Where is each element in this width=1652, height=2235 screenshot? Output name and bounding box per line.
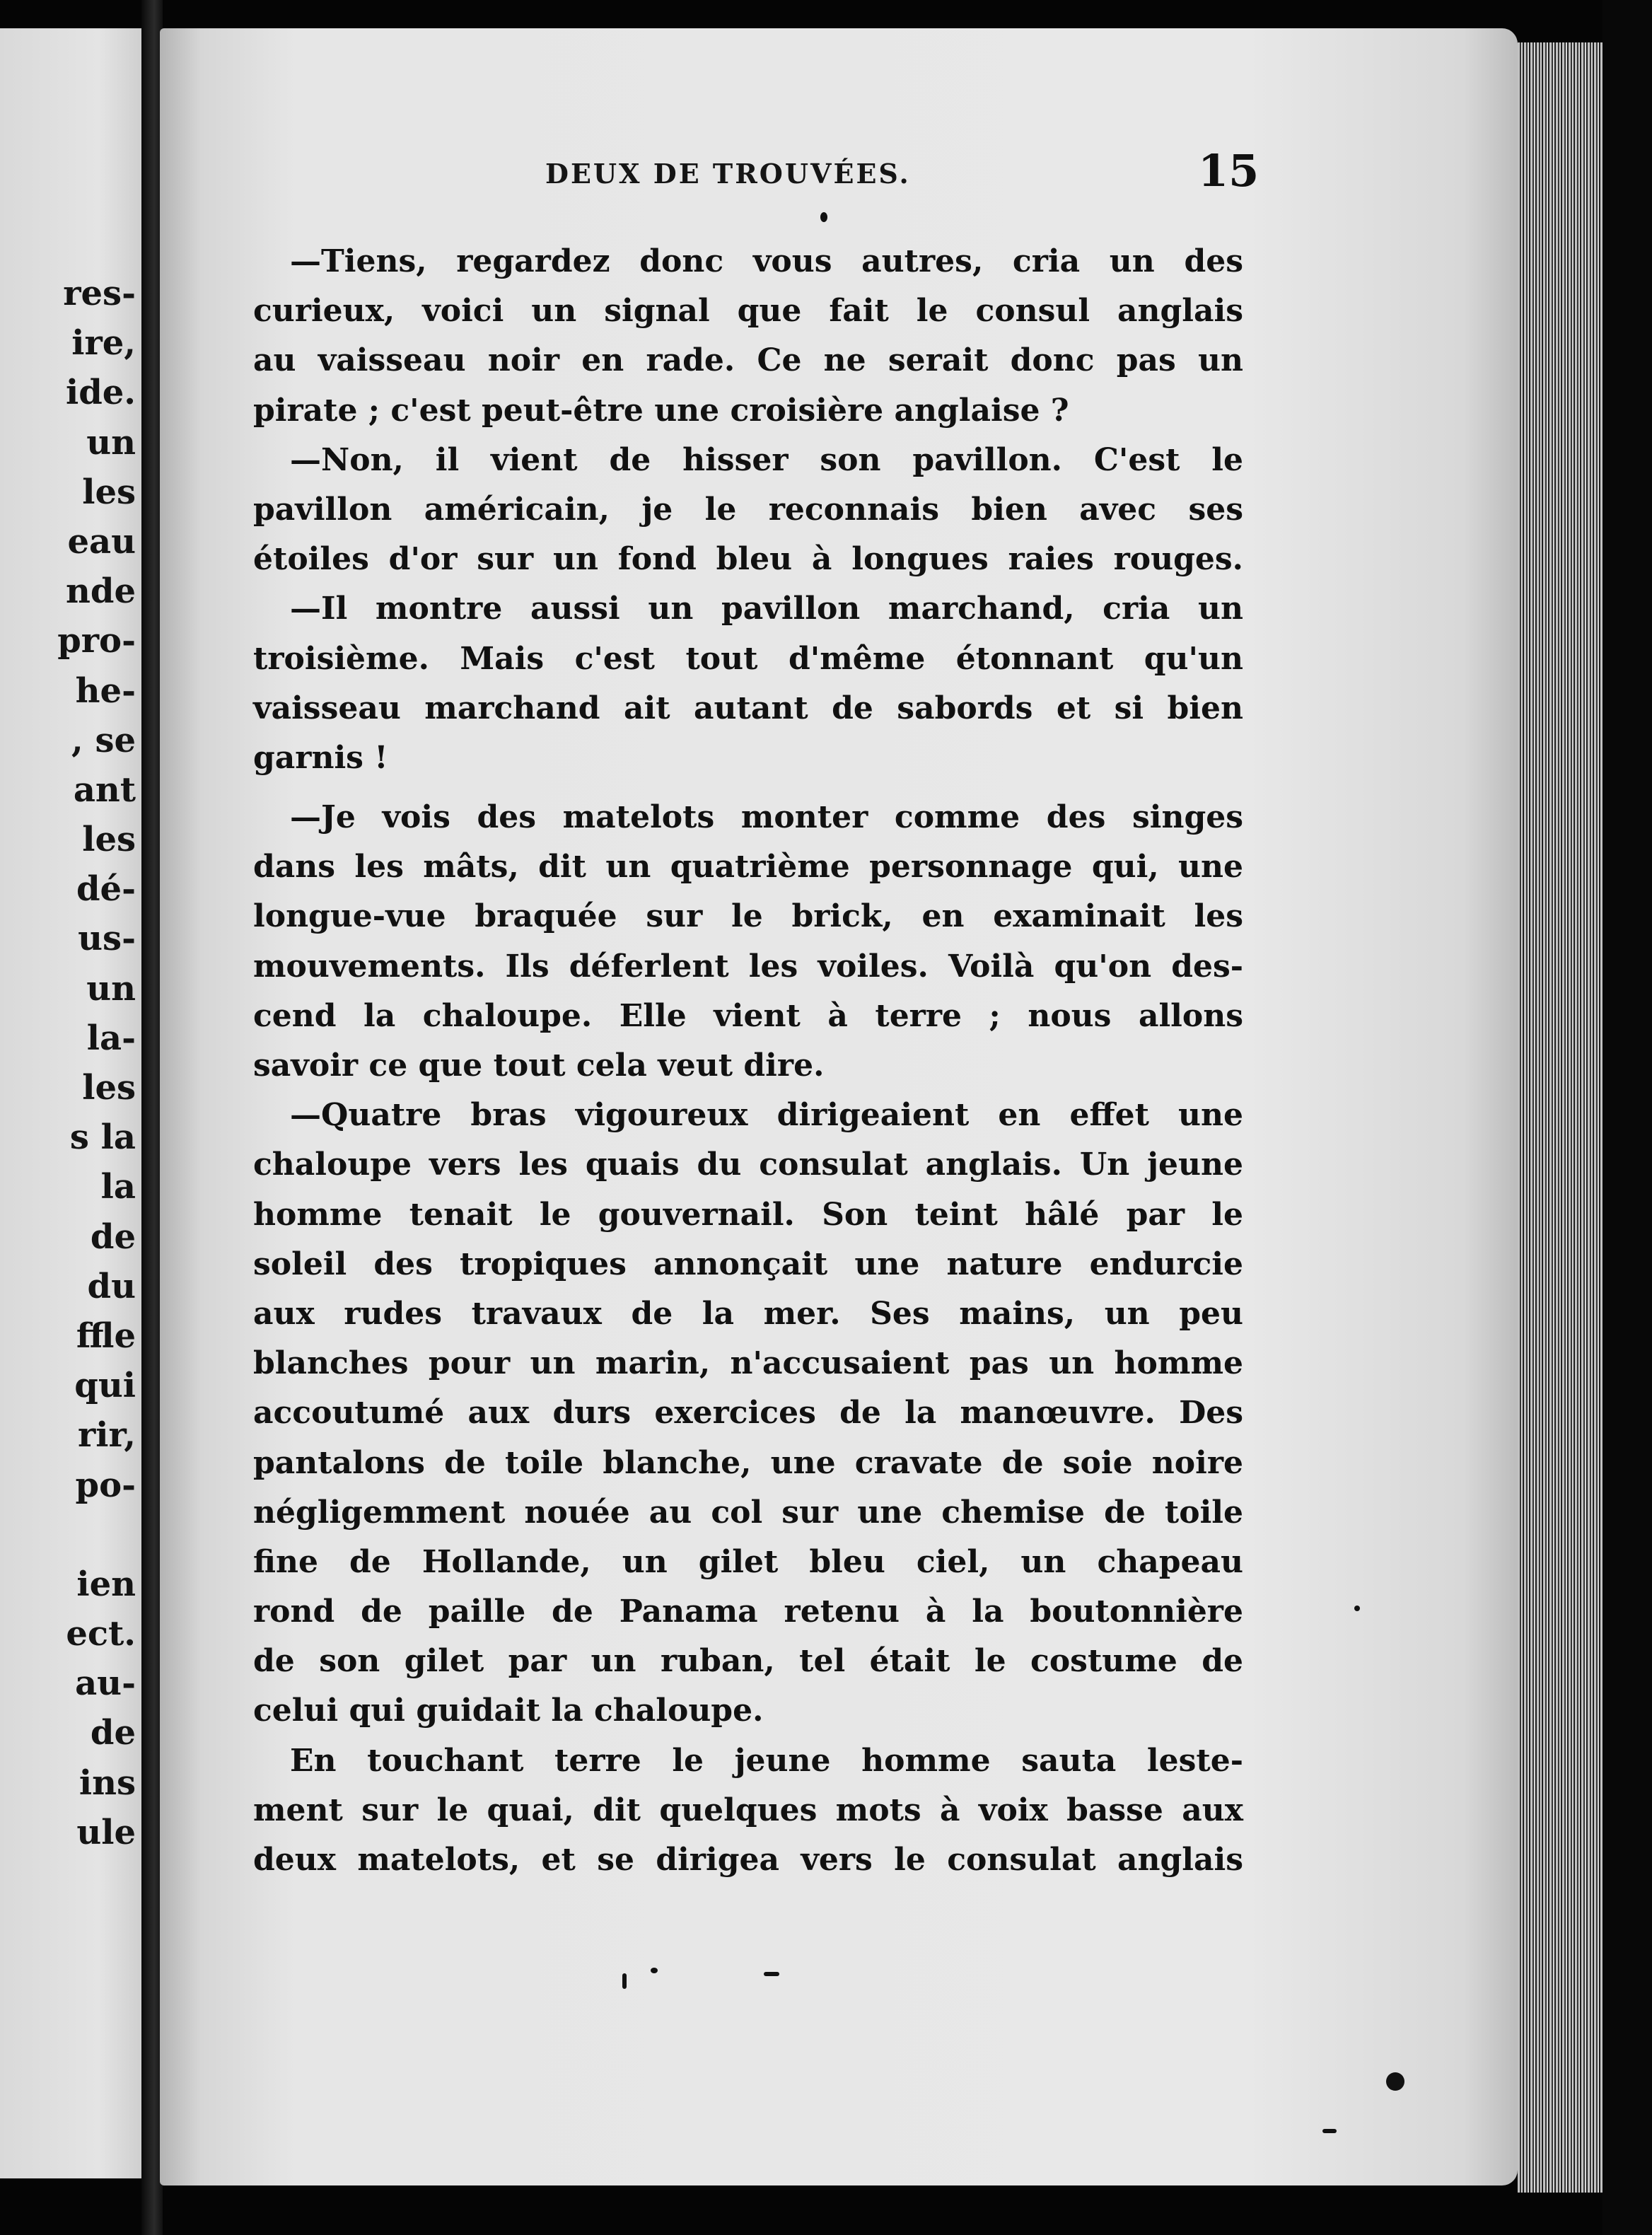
print-speck bbox=[820, 212, 827, 222]
text-line: mouvements. Ils déferlent les voiles. Voilà qu'on des- bbox=[253, 948, 1243, 985]
text-line: blanches pour un marin, n'accusaient pas un homme bbox=[253, 1345, 1243, 1382]
left-fragment: ect. bbox=[66, 1614, 136, 1654]
text-line: vaisseau marchand ait autant de sabords et si bien bbox=[253, 690, 1243, 726]
left-page-text-fragments bbox=[57, 269, 136, 1857]
left-fragment: du bbox=[87, 1266, 136, 1306]
left-fragment: po- bbox=[75, 1465, 136, 1505]
text-line: chaloupe vers les quais du consulat anglais. Un jeune bbox=[253, 1146, 1243, 1183]
left-fragment: ide. bbox=[65, 373, 136, 413]
left-fragment: les bbox=[82, 820, 136, 860]
left-fragment: dé- bbox=[76, 869, 136, 910]
text-line: dans les mâts, dit un quatrième personnage qui, une bbox=[253, 849, 1243, 886]
text-line: étoiles d'or sur un fond bleu à longues raies rouges. bbox=[253, 541, 1243, 578]
left-fragment: rir, bbox=[77, 1415, 136, 1456]
left-fragment bbox=[57, 1510, 136, 1560]
left-fragment: de bbox=[90, 1217, 136, 1257]
text-line: négligemment nouée au col sur une chemise de toile bbox=[253, 1494, 1243, 1531]
left-fragment: les bbox=[82, 1068, 136, 1108]
text-line: pantalons de toile blanche, une cravate de soie noire bbox=[253, 1444, 1243, 1481]
left-fragment: ffle bbox=[76, 1316, 136, 1356]
text-line: homme tenait le gouvernail. Son teint hâlé par le bbox=[253, 1196, 1243, 1233]
left-fragment: les bbox=[82, 472, 136, 512]
text-line: rond de paille de Panama retenu à la boutonnière bbox=[253, 1593, 1243, 1630]
text-line: En touchant terre le jeune homme sauta leste- bbox=[290, 1742, 1243, 1779]
left-facing-page bbox=[0, 28, 141, 2178]
scan-border-right bbox=[1602, 0, 1652, 2235]
text-line: troisième. Mais c'est tout d'même étonnant qu'un bbox=[253, 640, 1243, 677]
text-line: deux matelots, et se dirigea vers le consulat anglais bbox=[253, 1842, 1243, 1878]
text-line: —Je vois des matelots monter comme des singes bbox=[290, 799, 1243, 836]
left-fragment: au- bbox=[75, 1664, 136, 1704]
left-fragment: un bbox=[86, 422, 136, 463]
text-line: au vaisseau noir en rade. Ce ne serait donc pas un bbox=[253, 342, 1243, 379]
left-fragment: s la bbox=[69, 1118, 136, 1158]
text-line: soleil des tropiques annonçait une nature endurcie bbox=[253, 1246, 1243, 1282]
left-fragment: la- bbox=[86, 1018, 136, 1058]
text-line: —Il montre aussi un pavillon marchand, cria un bbox=[290, 591, 1243, 627]
left-fragment: ire, bbox=[71, 323, 136, 364]
print-speck bbox=[1322, 2129, 1337, 2133]
text-line: pavillon américain, je le reconnais bien avec ses bbox=[253, 491, 1243, 528]
text-line: de son gilet par un ruban, tel était le costume de bbox=[253, 1643, 1243, 1680]
left-fragment: eau bbox=[67, 521, 136, 562]
page-number: 15 bbox=[1198, 145, 1260, 197]
text-line: aux rudes travaux de la mer. Ses mains, un peu bbox=[253, 1295, 1243, 1332]
text-line: ment sur le quai, dit quelques mots à voix basse aux bbox=[253, 1792, 1243, 1828]
left-fragment: qui bbox=[74, 1366, 136, 1406]
left-fragment: la bbox=[100, 1167, 136, 1207]
left-fragment: ien bbox=[76, 1564, 136, 1604]
left-fragment: , se bbox=[71, 720, 136, 760]
page-body-text bbox=[253, 237, 1243, 1885]
left-fragment: us- bbox=[78, 919, 136, 959]
left-fragment: pro- bbox=[57, 621, 136, 661]
text-line: longue-vue braquée sur le brick, en examinait les bbox=[253, 898, 1243, 935]
text-line: accoutumé aux durs exercices de la manœuvre. Des bbox=[253, 1395, 1243, 1432]
left-fragment: he- bbox=[75, 670, 136, 711]
print-speck bbox=[1354, 1606, 1360, 1611]
text-line: pirate ; c'est peut-être une croisière anglaise ? bbox=[253, 392, 1069, 429]
left-fragment: ins bbox=[78, 1763, 136, 1803]
print-speck bbox=[1386, 2072, 1404, 2091]
left-fragment: ant bbox=[73, 770, 136, 810]
text-line: celui qui guidait la chaloupe. bbox=[253, 1693, 764, 1729]
text-line: savoir ce que tout cela veut dire. bbox=[253, 1047, 825, 1084]
page-edges-stack bbox=[1518, 42, 1602, 2193]
text-line: fine de Hollande, un gilet bleu ciel, un chapeau bbox=[253, 1543, 1243, 1580]
left-fragment: res- bbox=[63, 274, 136, 313]
print-speck bbox=[651, 1968, 658, 1973]
left-fragment: un bbox=[86, 968, 136, 1009]
text-line: —Quatre bras vigoureux dirigeaient en effet une bbox=[290, 1097, 1243, 1134]
running-header bbox=[160, 145, 1518, 209]
text-line: curieux, voici un signal que fait le consul anglais bbox=[253, 293, 1243, 330]
left-fragment: de bbox=[90, 1713, 136, 1753]
print-speck bbox=[764, 1972, 779, 1976]
print-speck bbox=[622, 1973, 627, 1989]
left-fragment: ule bbox=[76, 1812, 136, 1852]
text-line: —Tiens, regardez donc vous autres, cria un des bbox=[290, 243, 1243, 279]
text-line: cend la chaloupe. Elle vient à terre ; nous allons bbox=[253, 997, 1243, 1034]
left-fragment: nde bbox=[66, 571, 136, 612]
running-title: DEUX DE TROUVÉES. bbox=[545, 158, 911, 190]
text-line: garnis ! bbox=[253, 739, 388, 776]
text-line: —Non, il vient de hisser son pavillon. C'est le bbox=[290, 441, 1243, 478]
